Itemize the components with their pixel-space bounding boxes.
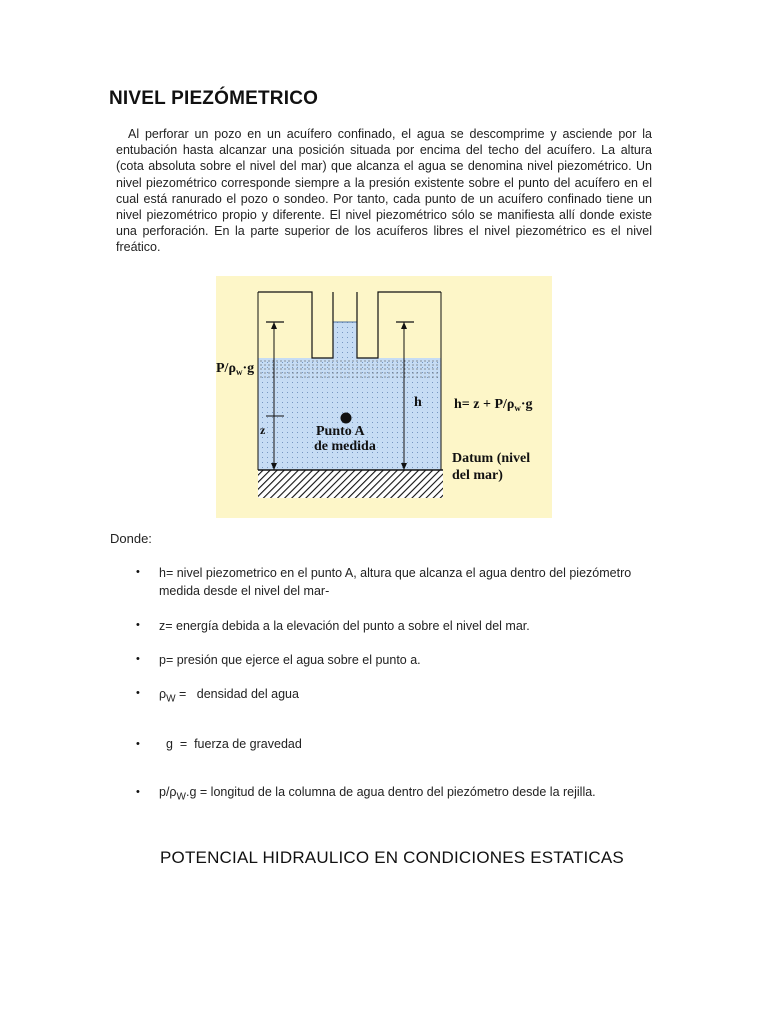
page-title: NIVEL PIEZÓMETRICO	[109, 88, 319, 109]
bullet-icon: •	[136, 687, 140, 699]
bullet-icon: •	[136, 786, 140, 798]
point-a-label-line2: de medida	[314, 439, 376, 454]
definition-p: p= presión que ejerce el agua sobre el punto a.	[159, 653, 421, 667]
pressure-head-label: $P/\rho_w\cdot g$	[216, 361, 255, 377]
bullet-icon: •	[136, 619, 140, 631]
definition-h: h= nivel piezometrico en el punto A, altura que alcanza el agua dentro del piezómetro medida desde el nivel del mar-	[159, 566, 632, 598]
definition-z: z= energía debida a la elevación del punto a sobre el nivel del mar.	[159, 619, 530, 633]
donde-label: Donde:	[110, 531, 152, 546]
formula-label: $h= z + P/\rho_w\cdot g$	[454, 397, 533, 413]
datum-label-line2: del mar)	[452, 468, 503, 483]
confining-layer	[258, 358, 441, 378]
head-h-label: h	[414, 395, 422, 410]
intro-paragraph: Al perforar un pozo en un acuífero confinado, el agua se descomprime y asciende por la entubación hasta alcanzar una posición situada por encima del techo del acuífero. La altura (cota absoluta sobre el nivel del mar) que alcanza el agua se denomina nivel piezométrico. Un nivel piezométrico corresponde siempre a la presión existente sobre el punto del acuífero en el cual está ranurado el pozo o sondeo. Por tanto, cada punto de un acuífero confinado tiene un nivel piezométrico propio y diferente. El nivel piezométrico sólo se manifiesta allí donde existe una perforación. En la parte superior de los acuíferos libres el nivel piezométrico es el nivel freático.	[116, 127, 652, 255]
bullet-icon: •	[136, 653, 140, 665]
piezometer-diagram	[216, 276, 552, 518]
definition-g: g = fuerza de gravedad	[159, 737, 302, 751]
elevation-z-label: z	[260, 423, 266, 437]
bullet-icon: •	[136, 738, 140, 750]
definition-column: $p/\rho_W.g$ = longitud de la columna de agua dentro del piezómetro desde la rejilla.	[159, 785, 596, 803]
bullet-icon: •	[136, 566, 140, 578]
point-a-marker	[341, 413, 352, 424]
point-a-label-line1: Punto A	[316, 424, 365, 439]
section-heading: POTENCIAL HIDRAULICO EN CONDICIONES ESTATICAS	[160, 848, 624, 867]
definition-rho: $\rho_W$ = densidad del agua	[159, 687, 299, 705]
datum-label-line1: Datum (nivel	[452, 451, 531, 466]
datum-base	[258, 470, 443, 498]
